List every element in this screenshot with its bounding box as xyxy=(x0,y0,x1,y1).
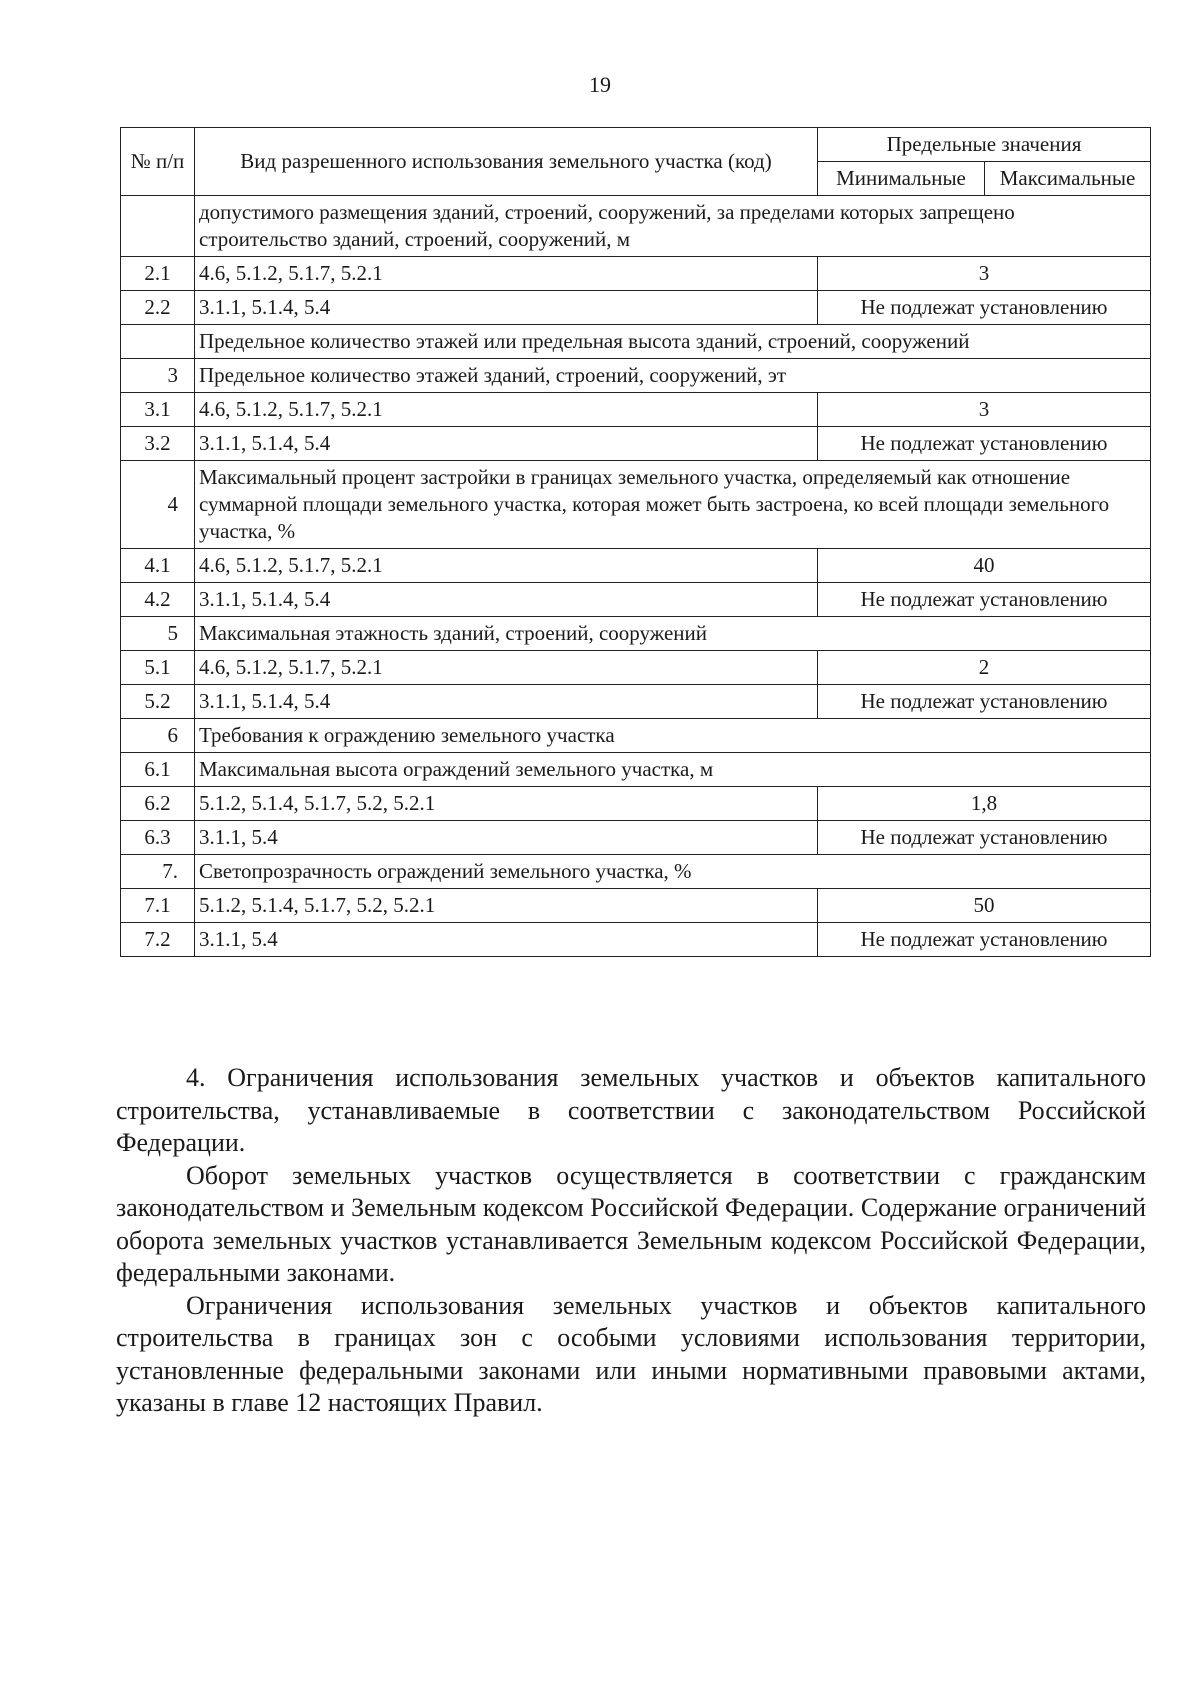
use-codes: 3.1.1, 5.1.4, 5.4 xyxy=(195,685,818,719)
table-row xyxy=(121,787,1151,821)
use-codes: 5.1.2, 5.1.4, 5.1.7, 5.2, 5.2.1 xyxy=(195,889,818,923)
table-header-row xyxy=(121,128,1151,162)
table-row xyxy=(121,651,1151,685)
use-codes: 3.1.1, 5.4 xyxy=(195,821,818,855)
page-number: 19 xyxy=(589,72,611,97)
body-text xyxy=(116,1062,1146,1420)
table-row xyxy=(121,461,1151,549)
row-number: 6 xyxy=(121,719,195,753)
row-number: 4.2 xyxy=(121,583,195,617)
row-number: 2.1 xyxy=(121,257,195,291)
table-row xyxy=(121,583,1151,617)
use-codes: 4.6, 5.1.2, 5.1.7, 5.2.1 xyxy=(195,549,818,583)
limit-value: 1,8 xyxy=(818,787,1151,821)
use-codes: 3.1.1, 5.4 xyxy=(195,923,818,957)
row-number: 7.1 xyxy=(121,889,195,923)
header-num: № п/п xyxy=(121,128,195,196)
use-codes: 5.1.2, 5.1.4, 5.1.7, 5.2, 5.2.1 xyxy=(195,787,818,821)
row-number xyxy=(121,325,195,359)
use-codes: 4.6, 5.1.2, 5.1.7, 5.2.1 xyxy=(195,257,818,291)
table-row xyxy=(121,719,1151,753)
limit-value: 3 xyxy=(818,257,1151,291)
row-number: 3.2 xyxy=(121,427,195,461)
row-number: 4.1 xyxy=(121,549,195,583)
table-row xyxy=(121,359,1151,393)
table-row xyxy=(121,685,1151,719)
table-row xyxy=(121,196,1151,257)
section-title: Светопрозрачность ограждений земельного участка, % xyxy=(195,855,1151,889)
table-row xyxy=(121,325,1151,359)
limit-value: 2 xyxy=(818,651,1151,685)
use-codes: 4.6, 5.1.2, 5.1.7, 5.2.1 xyxy=(195,393,818,427)
table-row xyxy=(121,291,1151,325)
section-title: допустимого размещения зданий, строений, сооружений, за пределами которых запрещено строительство зданий, строений, сооружений, м xyxy=(195,196,1151,257)
row-number: 5 xyxy=(121,617,195,651)
table-body xyxy=(121,196,1151,957)
row-number: 4 xyxy=(121,461,195,549)
limit-value: 3 xyxy=(818,393,1151,427)
section-title: Требования к ограждению земельного участка xyxy=(195,719,1151,753)
row-number: 6.2 xyxy=(121,787,195,821)
section-title: Предельное количество этажей зданий, строений, сооружений, эт xyxy=(195,359,1151,393)
use-codes: 3.1.1, 5.1.4, 5.4 xyxy=(195,427,818,461)
table-row xyxy=(121,617,1151,651)
row-number: 6.3 xyxy=(121,821,195,855)
row-number: 7. xyxy=(121,855,195,889)
table-row xyxy=(121,549,1151,583)
table-row xyxy=(121,257,1151,291)
row-number: 5.2 xyxy=(121,685,195,719)
header-use-type: Вид разрешенного использования земельного участка (код) xyxy=(195,128,818,196)
header-limits: Предельные значения xyxy=(818,128,1151,162)
row-number: 3.1 xyxy=(121,393,195,427)
use-codes: 3.1.1, 5.1.4, 5.4 xyxy=(195,583,818,617)
row-number: 2.2 xyxy=(121,291,195,325)
header-max: Максимальные xyxy=(985,162,1151,196)
limit-value: Не подлежат установлению xyxy=(818,923,1151,957)
limit-value: Не подлежат установлению xyxy=(818,821,1151,855)
section-title: Максимальный процент застройки в границах земельного участка, определяемый как отношение суммарной площади земельного участка, которая может быть застроена, ко всей площади земельного участка, % xyxy=(195,461,1151,549)
limit-value: 40 xyxy=(818,549,1151,583)
table-row xyxy=(121,889,1151,923)
use-codes: 4.6, 5.1.2, 5.1.7, 5.2.1 xyxy=(195,651,818,685)
limit-value: Не подлежат установлению xyxy=(818,583,1151,617)
land-use-limits-table xyxy=(120,127,1151,957)
row-number: 5.1 xyxy=(121,651,195,685)
paragraph: Ограничения использования земельных участков и объектов капитального строительства в границах зон с особыми условиями использования территории, установленные федеральными законами или иными нормативными правовыми актами, указаны в главе 12 настоящих Правил. xyxy=(116,1290,1146,1417)
table-row xyxy=(121,821,1151,855)
table-row xyxy=(121,393,1151,427)
limit-value: 50 xyxy=(818,889,1151,923)
row-number: 7.2 xyxy=(121,923,195,957)
limit-value: Не подлежат установлению xyxy=(818,291,1151,325)
row-number xyxy=(121,196,195,257)
section-title: Предельное количество этажей или предельная высота зданий, строений, сооружений xyxy=(195,325,1151,359)
row-number: 3 xyxy=(121,359,195,393)
row-number: 6.1 xyxy=(121,753,195,787)
paragraph: 4. Ограничения использования земельных участков и объектов капитального строительства, устанавливаемые в соответствии с законодательством Российской Федерации. xyxy=(116,1063,1146,1157)
limit-value: Не подлежат установлению xyxy=(818,427,1151,461)
table-row xyxy=(121,427,1151,461)
header-min: Минимальные xyxy=(818,162,985,196)
section-title: Максимальная этажность зданий, строений, сооружений xyxy=(195,617,1151,651)
table-row xyxy=(121,855,1151,889)
table-row xyxy=(121,753,1151,787)
paragraph: Оборот земельных участков осуществляется в соответствии с гражданским законодательством и Земельным кодексом Российской Федерации. Содержание ограничений оборота земельных участков устанавливается Земельным кодексом Российской Федерации, федеральными законами. xyxy=(116,1160,1146,1287)
section-title: Максимальная высота ограждений земельного участка, м xyxy=(195,753,1151,787)
table-row xyxy=(121,923,1151,957)
use-codes: 3.1.1, 5.1.4, 5.4 xyxy=(195,291,818,325)
limit-value: Не подлежат установлению xyxy=(818,685,1151,719)
